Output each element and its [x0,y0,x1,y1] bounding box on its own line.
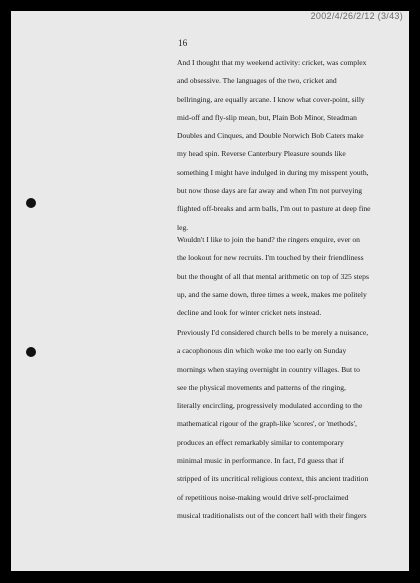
text-line: mid-off and fly-slip mean, but, Plain Bob Minor, Steadman [177,112,357,122]
text-line: Doubles and Cinques, and Double Norwich Bob Caters make [177,131,364,141]
text-line: stripped of its uncritical religious context, this ancient tradition [177,474,369,484]
text-line: a cacophonous din which woke me too early on Sunday [177,346,347,356]
text-line: literally encircling, progressively modulated according to the [177,401,363,411]
text-line: produces an effect remarkably similar to contemporary [177,437,344,447]
text-line: mornings when staying overnight in country villages. But to [177,364,360,374]
text-line: Wouldn't I like to join the band? the ringers enquire, ever on [177,235,360,244]
text-line: but the thought of all that mental arithmetic on top of 325 steps [177,271,369,281]
archive-reference: 2002/4/26/2/12 (3/43) [310,11,403,21]
page-number: 16 [178,38,188,48]
text-line: up, and the same down, three times a week, makes me politely [177,289,367,299]
paragraph-3 [177,324,368,525]
text-line: but now those days are far away and when I'm not purveying [177,186,363,196]
text-line: bellringing, are equally arcane. I know what cover-point, silly [177,94,365,104]
text-line: of repetitious noise-making would drive self-proclaimed [177,492,349,502]
text-line: flighted off-breaks and arm balls, I'm out to pasture at deep fine [177,204,371,214]
text-line: leg. [177,222,189,232]
text-line: my head spin. Reverse Canterbury Pleasure sounds like [177,149,346,159]
text-line: decline and look for winter cricket nets instead. [177,308,322,318]
text-line: and obsessive. The languages of the two, cricket and [177,76,337,86]
punch-hole-bottom [26,347,36,357]
text-line: see the physical movements and patterns of the ringing, [177,382,346,392]
text-line: minimal music in performance. In fact, I'd guess that if [177,456,344,466]
paragraph-1 [177,54,371,237]
punch-hole-top [26,198,36,208]
text-line: musical traditionalists out of the concert hall with their fingers [177,510,367,520]
text-line: mathematical rigour of the graph-like 'scores', or 'methods', [177,419,357,429]
document-page [11,11,409,571]
text-line: And I thought that my weekend activity: cricket, was complex [177,58,367,67]
text-line: something I might have indulged in during my misspent youth, [177,167,369,177]
text-line: the lookout for new recruits. I'm touched by their friendliness [177,253,364,263]
text-line: Previously I'd considered church bells to be merely a nuisance, [177,328,369,337]
paragraph-2 [177,231,369,322]
